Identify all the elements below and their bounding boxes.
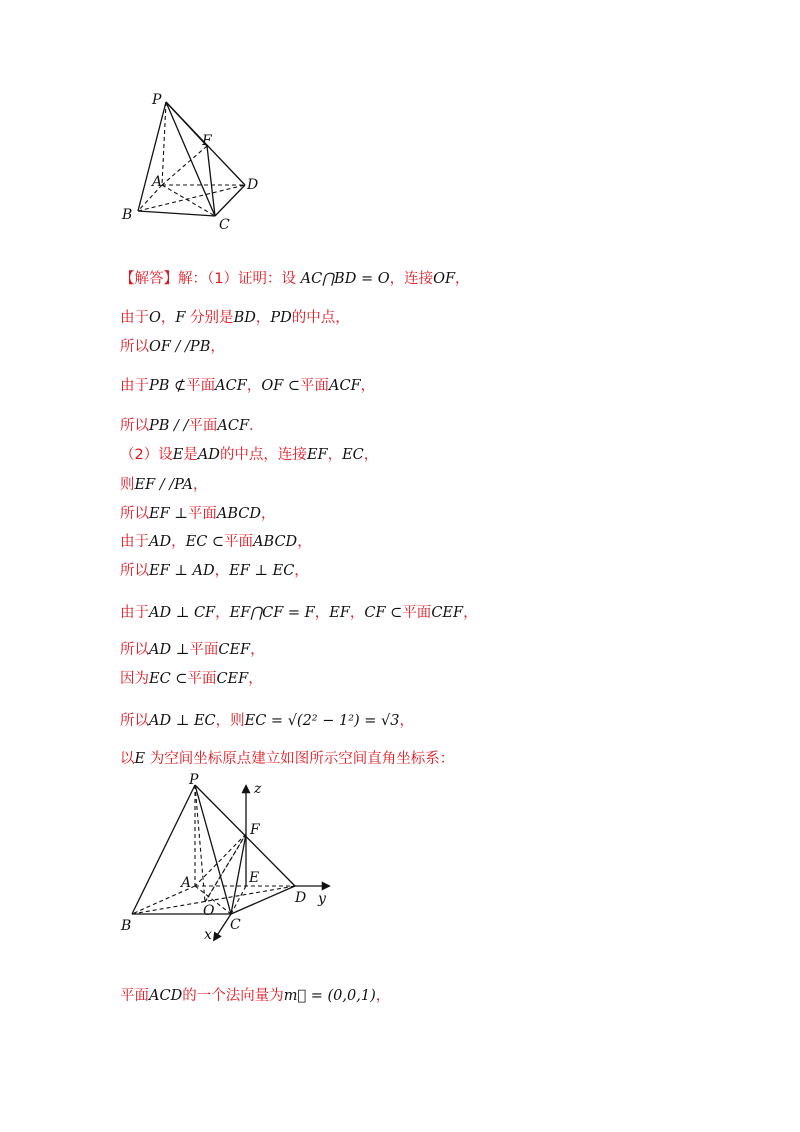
text-run: ， bbox=[255, 310, 271, 326]
text-run: 由于 bbox=[120, 310, 149, 326]
label-F: F bbox=[250, 822, 260, 838]
text-run: ， bbox=[314, 605, 330, 621]
text-run: ， bbox=[246, 378, 262, 394]
math-expression: EC bbox=[342, 447, 364, 463]
text-line-7 bbox=[120, 473, 208, 494]
text-run: ， bbox=[248, 671, 263, 687]
text-run: 平面 bbox=[187, 506, 217, 522]
text-run: ， bbox=[193, 477, 208, 493]
text-line-4 bbox=[120, 374, 375, 395]
math-expression: PD bbox=[270, 310, 292, 326]
text-run: ， bbox=[327, 447, 343, 463]
text-run: 平面 bbox=[186, 378, 216, 394]
label-C: C bbox=[219, 217, 230, 233]
text-run: ， bbox=[171, 534, 186, 550]
math-expression: EF ⊥ bbox=[149, 506, 188, 522]
text-run: ， bbox=[360, 378, 376, 394]
text-run: 平面 bbox=[224, 534, 254, 550]
label-D: D bbox=[295, 890, 307, 906]
math-expression: EF ⊥ AD bbox=[149, 563, 215, 579]
math-expression: EF⋂CF = F bbox=[229, 605, 315, 621]
text-line-2 bbox=[120, 306, 350, 327]
text-run: 由于 bbox=[120, 534, 149, 550]
text-run: 平面 bbox=[189, 642, 219, 658]
text-run: ， bbox=[250, 642, 265, 658]
math-expression: BD bbox=[233, 310, 256, 326]
math-expression: EF ⊥ EC bbox=[229, 563, 295, 579]
math-expression: CEF bbox=[218, 642, 251, 658]
text-run: ， bbox=[297, 534, 312, 550]
math-expression: m⃗ = (0,0,1) bbox=[283, 988, 376, 1004]
text-line-11 bbox=[120, 601, 478, 622]
text-run: ， bbox=[294, 563, 309, 579]
math-expression: EF bbox=[329, 605, 350, 621]
text-run: ， bbox=[215, 605, 230, 621]
text-run: 则 bbox=[120, 477, 135, 493]
math-expression: ACD bbox=[149, 988, 183, 1004]
axis-label-x: x bbox=[204, 927, 212, 943]
text-run: 以 bbox=[120, 751, 135, 767]
text-run: ， bbox=[349, 605, 365, 621]
text-run: 由于 bbox=[120, 605, 149, 621]
text-run: ， bbox=[399, 713, 415, 729]
math-expression: EF bbox=[306, 447, 328, 463]
math-expression: AD bbox=[149, 534, 172, 550]
label-A: A bbox=[181, 875, 192, 891]
math-expression: F bbox=[175, 310, 186, 326]
text-line-5 bbox=[120, 414, 264, 435]
math-expression: PB / / bbox=[149, 418, 189, 434]
label-C: C bbox=[230, 917, 241, 933]
text-line-6 bbox=[120, 443, 378, 464]
label-B: B bbox=[121, 918, 132, 934]
text-run: ， bbox=[214, 563, 230, 579]
math-expression: PB ⊄ bbox=[149, 378, 187, 394]
text-run: 平面 bbox=[188, 418, 218, 434]
text-run: 的一个法向量为 bbox=[182, 988, 284, 1004]
math-expression: EF / /PA bbox=[134, 477, 194, 493]
text-line-13 bbox=[120, 667, 263, 688]
text-run: ， bbox=[160, 310, 176, 326]
text-run: 因为 bbox=[120, 671, 149, 687]
math-expression: AC⋂BD = O bbox=[300, 271, 390, 287]
text-run: 平面 bbox=[187, 671, 217, 687]
text-line-9 bbox=[120, 530, 312, 551]
math-expression: EC ⊂ bbox=[185, 534, 225, 550]
label-D: D bbox=[247, 177, 259, 193]
math-expression: CEF bbox=[216, 671, 249, 687]
text-run: 由于 bbox=[120, 378, 149, 394]
text-run: 所以 bbox=[120, 418, 149, 434]
math-expression: OF ⊂ bbox=[261, 378, 301, 394]
math-expression: ACF bbox=[215, 378, 247, 394]
label-B: B bbox=[122, 207, 133, 223]
math-expression: AD ⊥ bbox=[149, 642, 190, 658]
text-line-14 bbox=[120, 709, 414, 730]
text-run: 的中点，连接 bbox=[219, 447, 307, 463]
text-run: 平面 bbox=[402, 605, 432, 621]
text-line-15 bbox=[120, 747, 454, 768]
text-line-1 bbox=[120, 267, 470, 288]
text-run: 所以 bbox=[120, 563, 149, 579]
math-expression: ABCD bbox=[253, 534, 298, 550]
pyramid-figure bbox=[110, 88, 270, 233]
text-run: ，则 bbox=[215, 713, 245, 729]
math-expression: AD ⊥ CF bbox=[149, 605, 216, 621]
text-line-10 bbox=[120, 559, 309, 580]
math-expression: CF ⊂ bbox=[364, 605, 403, 621]
text-run: 平面 bbox=[300, 378, 330, 394]
text-run: 是 bbox=[183, 447, 198, 463]
text-run: 所以 bbox=[120, 713, 149, 729]
coordinate-figure bbox=[115, 772, 345, 944]
label-P: P bbox=[152, 92, 162, 108]
axis-label-y: y bbox=[318, 891, 326, 907]
text-line-3 bbox=[120, 335, 225, 356]
label-P: P bbox=[189, 772, 199, 788]
math-expression: AD ⊥ EC bbox=[149, 713, 216, 729]
text-run: 分别是 bbox=[185, 310, 234, 326]
math-expression: O bbox=[149, 310, 161, 326]
math-expression: E bbox=[134, 751, 146, 767]
math-expression: EC ⊂ bbox=[149, 671, 188, 687]
label-F: F bbox=[202, 133, 212, 149]
math-expression: CEF bbox=[431, 605, 464, 621]
math-expression: AD bbox=[197, 447, 220, 463]
math-expression: ABCD bbox=[216, 506, 262, 522]
math-expression: E bbox=[172, 447, 184, 463]
text-line-16 bbox=[120, 984, 390, 1005]
math-expression: OF / /PB bbox=[149, 339, 211, 355]
math-expression: ACF bbox=[217, 418, 250, 434]
label-E: E bbox=[249, 870, 260, 886]
text-line-8 bbox=[120, 502, 276, 523]
text-run: 【解答】解：（1）证明：设 bbox=[120, 271, 301, 287]
math-expression: EC = √(2² − 1²) = √3 bbox=[244, 713, 400, 729]
text-run: 所以 bbox=[120, 339, 149, 355]
text-run: 为空间坐标原点建立如图所示空间直角坐标系： bbox=[145, 751, 455, 767]
text-run: 所以 bbox=[120, 642, 149, 658]
text-run: 所以 bbox=[120, 506, 149, 522]
text-run: ， bbox=[455, 271, 470, 287]
text-run: ， bbox=[261, 506, 276, 522]
text-run: ， bbox=[363, 447, 379, 463]
text-run: 的中点， bbox=[291, 310, 350, 326]
text-run: 平面 bbox=[120, 988, 149, 1004]
text-run: ． bbox=[249, 418, 264, 434]
text-run: ，连接 bbox=[389, 271, 434, 287]
text-run: ， bbox=[463, 605, 478, 621]
axis-label-z: z bbox=[254, 781, 262, 797]
label-A: A bbox=[152, 174, 163, 190]
text-run: ， bbox=[210, 339, 225, 355]
math-expression: OF bbox=[433, 271, 456, 287]
text-line-12 bbox=[120, 638, 265, 659]
text-run: ， bbox=[375, 988, 391, 1004]
label-O: O bbox=[203, 903, 215, 919]
text-run: （2）设 bbox=[120, 447, 173, 463]
math-expression: ACF bbox=[329, 378, 361, 394]
